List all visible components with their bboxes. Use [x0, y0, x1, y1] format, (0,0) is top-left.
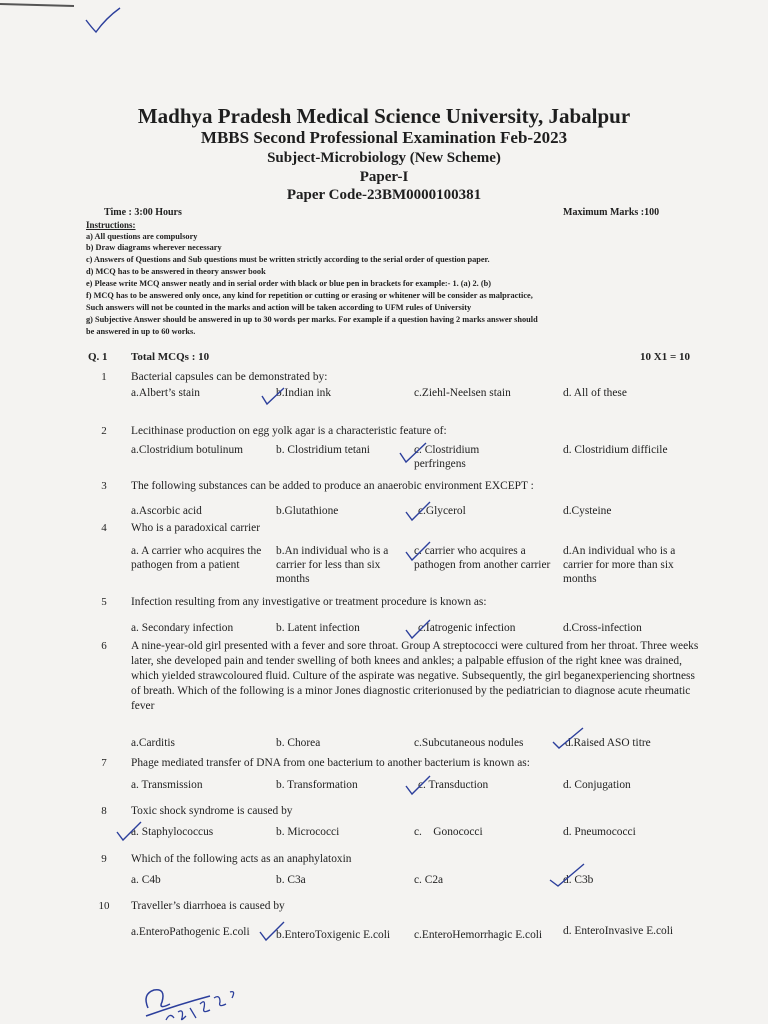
paper-title: Paper-I — [359, 169, 409, 185]
option-d: d. EnteroInvasive E.coli — [563, 925, 674, 937]
question-text: Lecithinase production on egg yolk agar is a characteristic feature of: — [131, 425, 447, 437]
pen-tick-mark — [548, 862, 588, 890]
option-d: d. C3b — [563, 874, 594, 886]
option-a: a. Staphylococcus — [131, 826, 214, 838]
option-b: b. Transformation — [276, 779, 358, 791]
option-a: a. Transmission — [131, 779, 203, 791]
option-b: b. C3a — [276, 874, 306, 886]
option-b: b. Latent infection — [276, 622, 360, 634]
question-text: Who is a paradoxical carrier — [131, 522, 261, 534]
question-number: 9 — [101, 853, 107, 865]
instruction-line: c) Answers of Questions and Sub questions must be written strictly according to the serial order of question paper. — [86, 255, 490, 264]
pen-tick-mark — [404, 774, 434, 798]
option-c: c. Gonococci — [414, 826, 483, 838]
option-c: c.EnteroHemorrhagic E.coli — [414, 929, 543, 941]
instruction-line: a) All questions are compulsory — [86, 232, 198, 241]
question-number: 6 — [101, 640, 107, 652]
option-c: c. carrier who acquires a pathogen from another carrier — [414, 545, 551, 571]
option-a: a.Clostridium botulinum — [131, 444, 244, 456]
option-c: c.Glycerol — [418, 505, 466, 517]
option-b: b. Micrococci — [276, 826, 340, 838]
option-d: d.Cross-infection — [563, 622, 642, 634]
max-marks-label: Maximum Marks :100 — [563, 207, 660, 218]
question-number: 8 — [101, 805, 107, 817]
paper-code: Paper Code-23BM0000100381 — [286, 187, 482, 203]
option-a: a.Albert’s stain — [131, 387, 200, 399]
option-a: a.Ascorbic acid — [131, 505, 202, 517]
exam-title: MBBS Second Professional Examination Feb-2023 — [200, 128, 568, 147]
instructions-title: Instructions: — [86, 220, 136, 230]
pen-tick-mark — [398, 441, 430, 467]
instruction-line: be answered in up to 60 works. — [86, 327, 196, 336]
instruction-line: Such answers will not be counted in the marks and action will be taken according to UFM rules of University — [86, 303, 472, 312]
option-c: c. C2a — [414, 874, 444, 886]
question-number: 2 — [101, 425, 107, 437]
instruction-line: d) MCQ has to be answered in theory answer book — [86, 267, 266, 276]
instruction-line: b) Draw diagrams wherever necessary — [86, 243, 222, 252]
question-text: Phage mediated transfer of DNA from one bacterium to another bacterium is known as: — [131, 757, 530, 769]
question-text: Toxic shock syndrome is caused by — [131, 805, 293, 817]
option-b: b. Clostridium tetani — [276, 444, 370, 456]
question-text: Infection resulting from any investigative or treatment procedure is known as: — [131, 596, 487, 608]
question-number: 10 — [98, 900, 110, 912]
question-text: Which of the following acts as an anaphylatoxin — [131, 853, 352, 865]
option-a: a. C4b — [131, 874, 161, 886]
option-b: b.Glutathione — [276, 505, 339, 517]
option-c: c.Subcutaneous nodules — [414, 737, 524, 749]
question-label: Q. 1 — [88, 351, 108, 363]
university-title: Madhya Pradesh Medical Science University, Jabalpur — [137, 104, 631, 128]
subject-title: Subject-Microbiology (New Scheme) — [267, 150, 501, 166]
option-d: d. Pneumococci — [563, 826, 636, 838]
section-title: Total MCQs : 10 — [131, 351, 210, 363]
option-d: d.Cysteine — [563, 505, 612, 517]
option-c: c.Iatrogenic infection — [418, 622, 516, 634]
option-c: c. Clostridium perfringens — [414, 444, 480, 470]
option-b: b. Chorea — [276, 737, 321, 749]
question-text: Bacterial capsules can be demonstrated by: — [131, 371, 328, 383]
pen-tick-mark — [115, 820, 145, 844]
section-marks: 10 X1 = 10 — [640, 351, 690, 363]
option-b: b.An individual who is a carrier for less than six months — [276, 545, 389, 585]
option-d: d. All of these — [563, 387, 627, 399]
question-text: Traveller’s diarrhoea is caused by — [131, 900, 285, 912]
instruction-line: f) MCQ has to be answered only once, any kind for repetition or cutting or erasing or whitener will be consider as malpractice, — [86, 291, 533, 300]
pen-tick-mark — [258, 920, 288, 944]
scan-line-mark — [0, 0, 80, 10]
option-d: d.Raised ASO titre — [565, 737, 651, 749]
question-number: 4 — [101, 522, 107, 534]
option-c: c. Transduction — [418, 779, 489, 791]
option-b: b.Indian ink — [276, 387, 332, 399]
option-a: a. A carrier who acquires the pathogen from a patient — [131, 545, 262, 571]
instruction-line: g) Subjective Answer should be answered in up to 30 words per marks. For example if a question having 2 marks answer should — [86, 315, 538, 324]
instruction-line: e) Please write MCQ answer neatly and in serial order with black or blue pen in brackets for example:- 1. (a) 2. (b) — [86, 279, 491, 288]
time-label: Time : 3:00 Hours — [104, 207, 182, 218]
pen-tick-mark — [404, 540, 434, 564]
question-text: A nine-year-old girl presented with a fever and sore throat. Group A streptococci were cultured from her throat. Three weeks later, she developed pain and tender swelling of both knees and ankles; a palpable effusion of the right knee was drained, which yielded strawcoloured fluid. Culture of the aspirate was negative. Subsequently, the girl beganexperiencing shortness of breath. Which of the following is a minor Jones diagnostic criterionused by the pediatrician to diagnose acute rheumatic fever — [131, 640, 699, 712]
question-number: 5 — [101, 596, 107, 608]
option-d: d. Clostridium difficile — [563, 444, 668, 456]
pen-tick-mark — [551, 726, 587, 752]
option-b: b.EnteroToxigenic E.coli — [276, 929, 391, 941]
option-c: c.Ziehl-Neelsen stain — [414, 387, 511, 399]
pen-tick-mark — [260, 386, 290, 410]
option-a: a.Carditis — [131, 737, 175, 749]
option-a: a. Secondary infection — [131, 622, 234, 634]
question-number: 3 — [101, 480, 107, 492]
handwritten-signature — [140, 968, 250, 1024]
question-number: 7 — [101, 757, 107, 769]
option-d: d.An individual who is a carrier for more than six months — [563, 545, 676, 585]
pen-tick-mark-top — [84, 4, 124, 34]
question-number: 1 — [101, 371, 107, 383]
option-d: d. Conjugation — [563, 779, 631, 791]
option-a: a.EnteroPathogenic E.coli — [131, 926, 250, 938]
question-text: The following substances can be added to produce an anaerobic environment EXCEPT : — [131, 480, 534, 492]
